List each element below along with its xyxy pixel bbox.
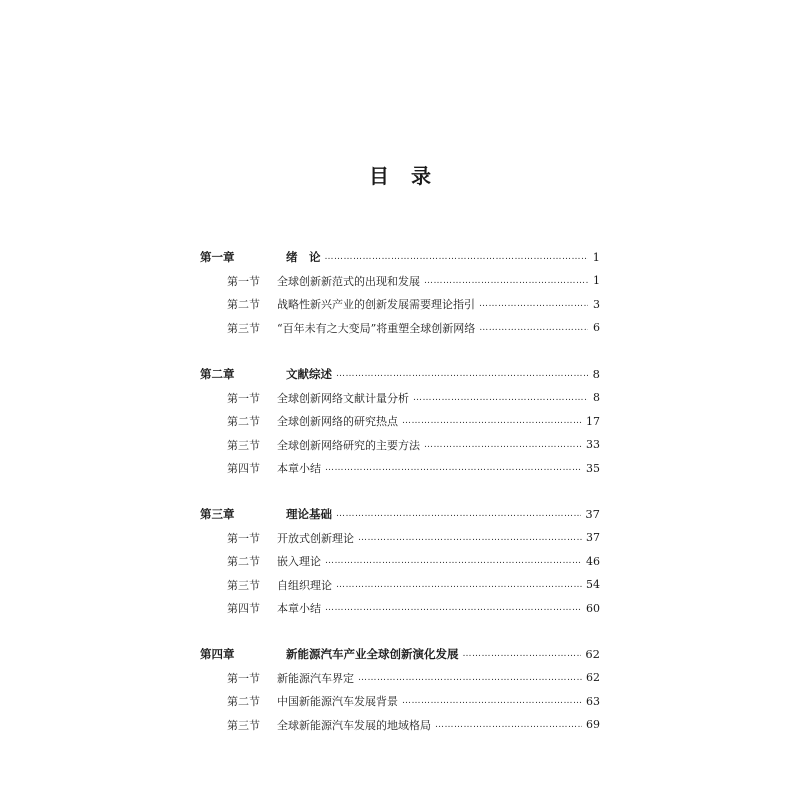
section-entry[interactable] [200,552,600,570]
dot-leader [479,319,588,337]
section-number: 第二节 [227,298,260,311]
section-entry[interactable] [200,436,600,454]
section-number: 第二节 [227,695,260,708]
dot-leader [435,716,582,734]
section-title: 全球创新网络的研究热点 [277,415,398,428]
title-char-1: 目 [369,164,389,188]
chapter-number: 第一章 [200,250,235,264]
dot-leader [424,272,588,290]
section-entry[interactable] [200,412,600,430]
chapter-number: 第四章 [200,647,235,661]
dot-leader [325,248,589,266]
page-number: 37 [586,531,600,544]
section-entry[interactable] [200,669,600,687]
chapter-title: 理论基础 [286,507,332,521]
page-number: 69 [586,718,600,731]
page-number: 54 [586,578,600,591]
section-number: 第一节 [227,274,260,288]
section-entry[interactable] [200,599,600,617]
section-number: 第三节 [227,321,260,335]
page-number: 62 [585,647,600,661]
page-number: 3 [593,297,600,311]
page-number: 1 [592,250,600,264]
section-entry[interactable] [200,272,600,290]
section-number: 第四节 [227,602,260,615]
section-title: 嵌入理论 [277,555,321,568]
section-title: 战略性新兴产业的创新发展需要理论指引 [277,298,475,311]
section-number: 第三节 [227,718,260,732]
chapter-title: 文献综述 [286,367,332,381]
section-title: 本章小结 [277,462,321,475]
chapter-entry[interactable] [200,505,600,523]
dot-leader [336,576,582,594]
page-number: 62 [586,671,600,684]
section-entry[interactable] [200,716,600,734]
page-number: 6 [593,321,600,334]
section-entry[interactable] [200,576,600,594]
section-number: 第二节 [227,415,260,428]
section-entry[interactable] [200,692,600,710]
dot-leader [325,599,582,617]
page-number: 63 [586,694,600,708]
dot-leader [424,436,582,454]
section-title: 全球新能源汽车发展的地域格局 [277,718,431,732]
section-title: 新能源汽车界定 [277,671,354,685]
page-number: 17 [586,414,600,428]
dot-leader [336,505,581,523]
section-title: 开放式创新理论 [277,531,354,545]
page-title [0,160,800,189]
dot-leader [479,295,588,313]
section-number: 第四节 [227,462,260,475]
dot-leader [336,365,588,383]
chapter-number: 第三章 [200,507,235,521]
section-number: 第三节 [227,438,260,452]
section-entry[interactable] [200,389,600,407]
chapter-entry[interactable] [200,248,600,266]
section-entry[interactable] [200,459,600,477]
section-entry[interactable] [200,319,600,337]
section-number: 第一节 [227,391,260,405]
dot-leader [325,552,582,570]
page-number: 8 [592,367,600,381]
title-char-2: 录 [411,164,431,188]
dot-leader [325,459,582,477]
section-number: 第二节 [227,555,260,568]
dot-leader [463,645,582,663]
section-entry[interactable] [200,529,600,547]
dot-leader [402,412,582,430]
chapter-entry[interactable] [200,365,600,383]
chapter-entry[interactable] [200,645,600,663]
page-number: 8 [593,391,600,404]
section-title: 中国新能源汽车发展背景 [277,695,398,708]
section-title: 全球创新新范式的出现和发展 [277,274,420,288]
chapter-number: 第二章 [200,367,235,381]
section-title: 本章小结 [277,602,321,615]
section-title: 自组织理论 [277,578,332,592]
page-number: 37 [585,507,600,521]
dot-leader [413,389,588,407]
section-number: 第一节 [227,671,260,685]
chapter-title: 新能源汽车产业全球创新演化发展 [286,647,459,661]
section-title: 全球创新网络研究的主要方法 [277,438,420,452]
page-number: 46 [586,554,600,568]
chapter-title: 绪 论 [286,250,321,264]
dot-leader [358,529,582,547]
page-number: 33 [586,438,600,451]
section-number: 第一节 [227,531,260,545]
section-number: 第三节 [227,578,260,592]
page-number: 1 [593,274,600,287]
page-number: 35 [586,461,600,475]
section-entry[interactable] [200,295,600,313]
dot-leader [402,692,582,710]
page-number: 60 [586,601,600,615]
section-title: “百年未有之大变局”将重塑全球创新网络 [277,321,476,335]
section-title: 全球创新网络文献计量分析 [277,391,409,405]
dot-leader [358,669,582,687]
